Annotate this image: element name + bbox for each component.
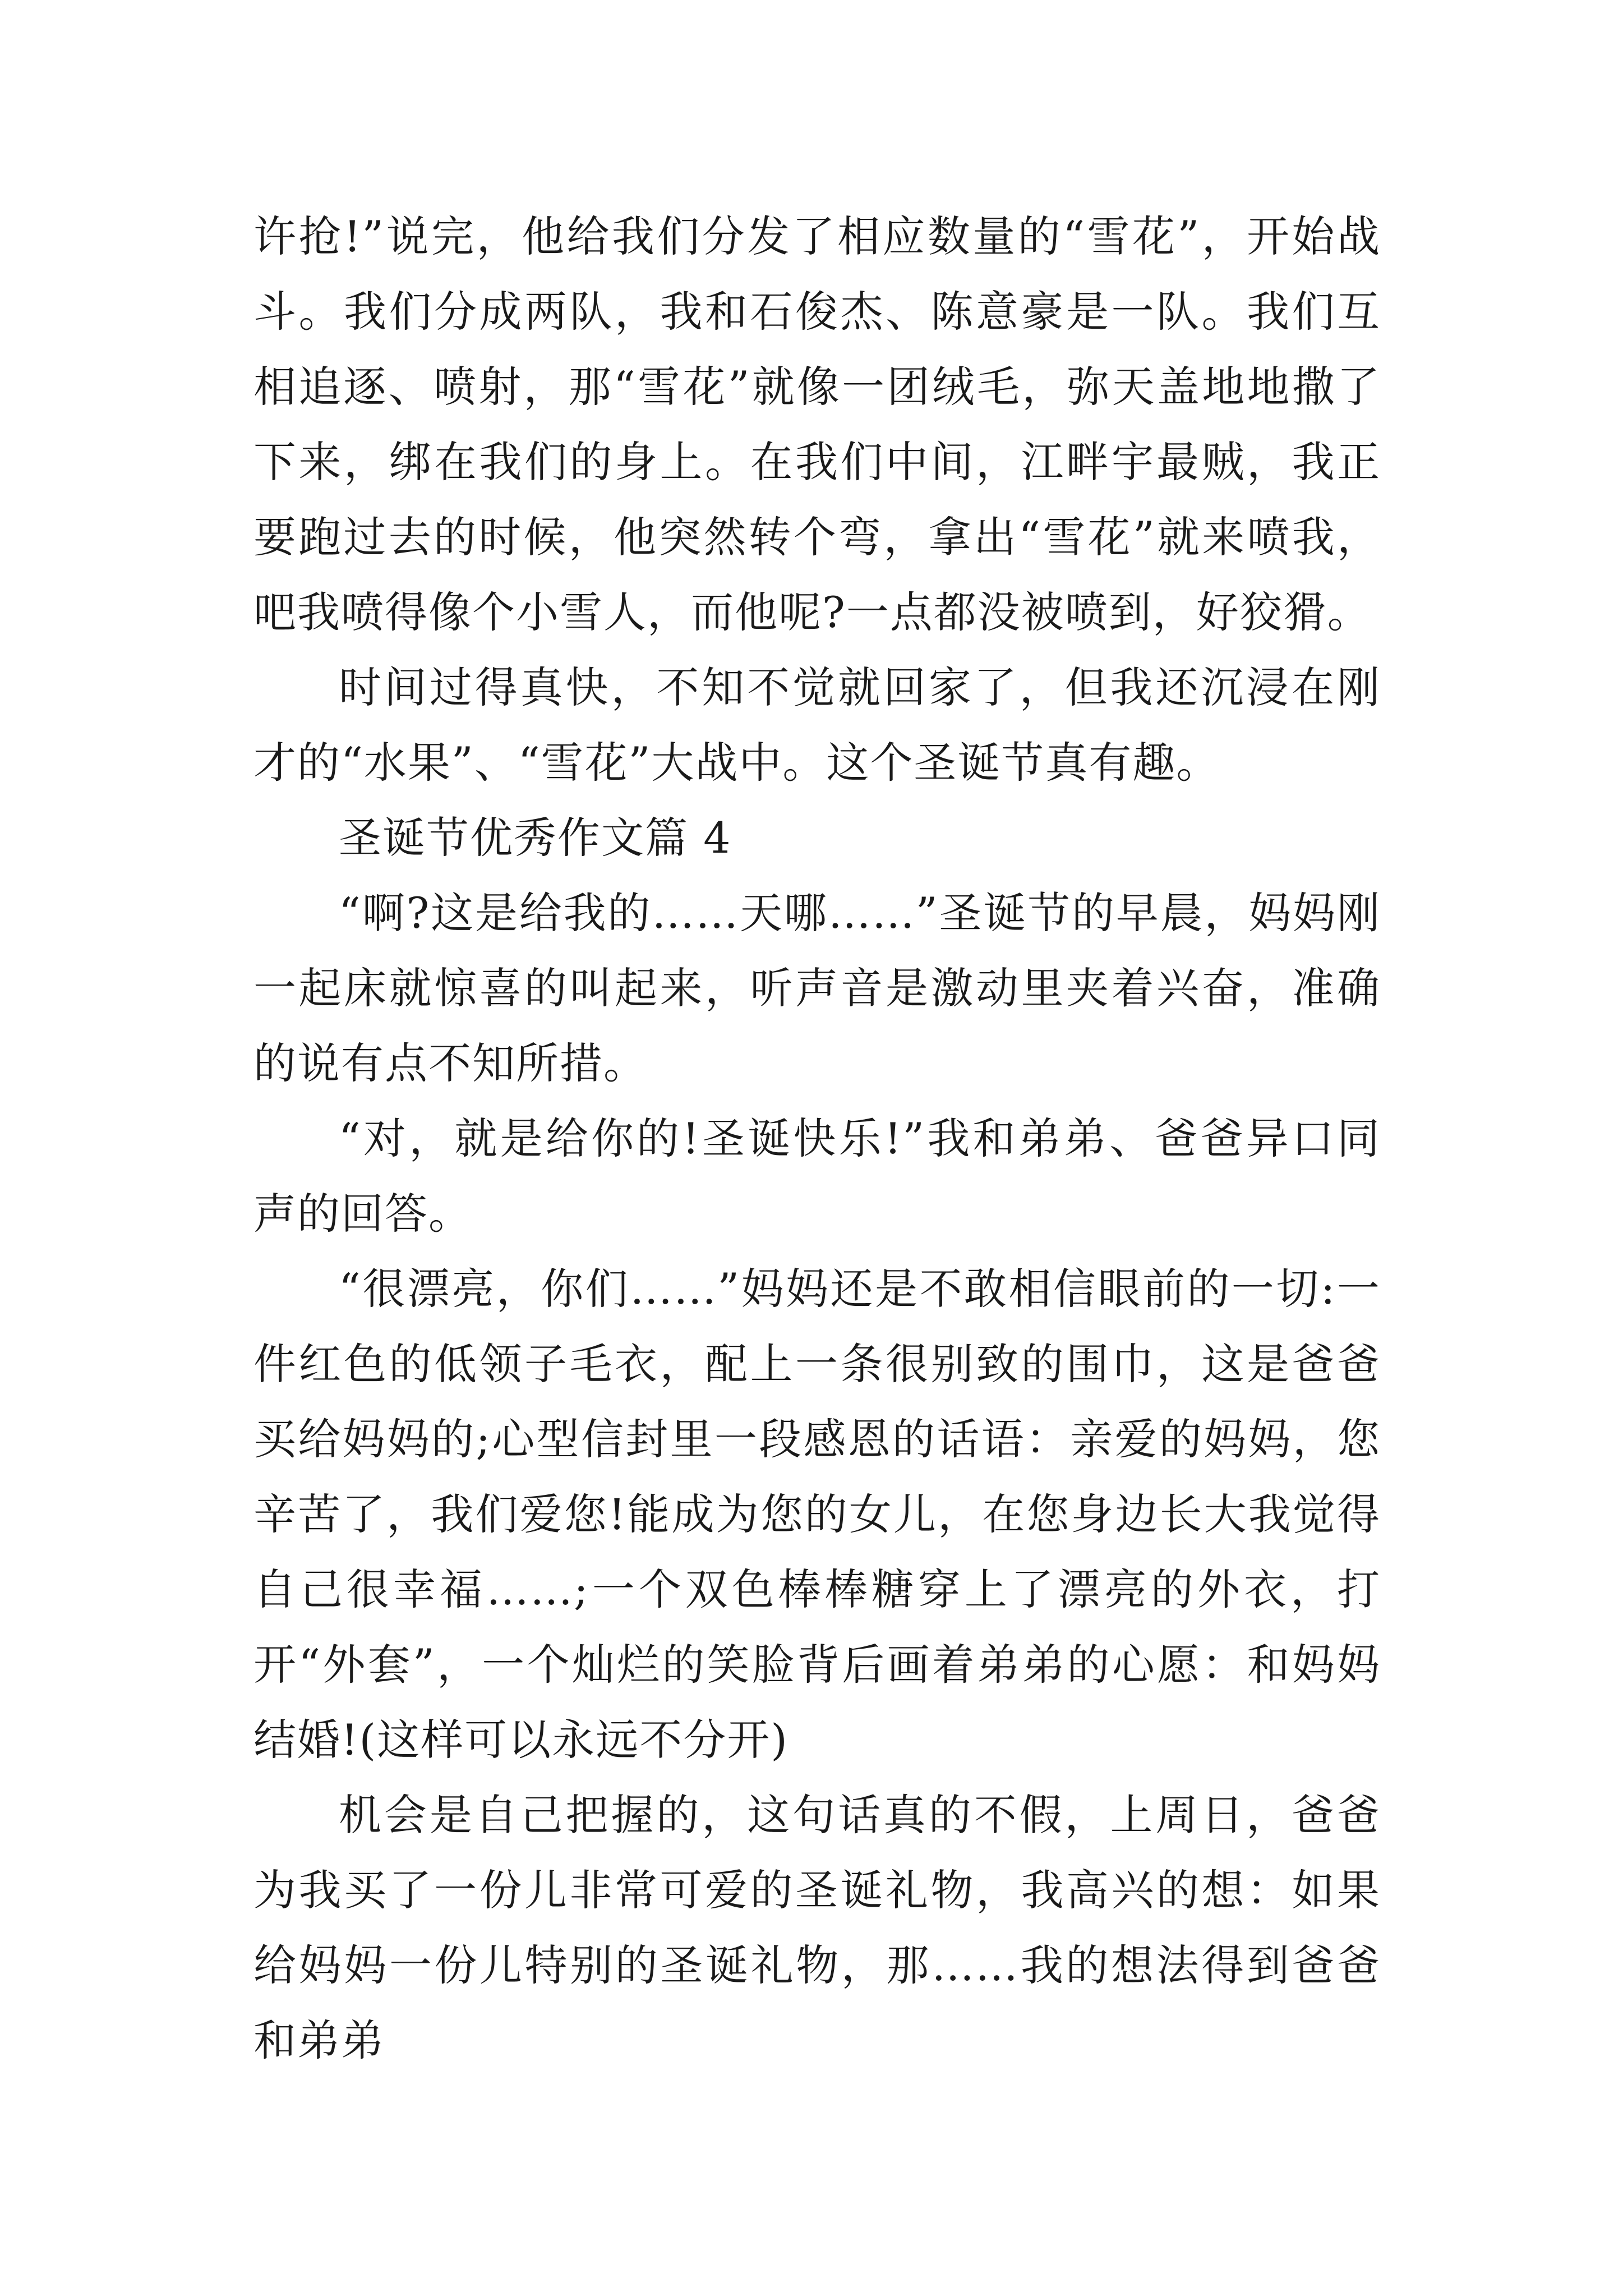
section-heading: 圣诞节优秀作文篇 4 [339,813,732,863]
paragraph-6: 机会是自己把握的，这句话真的不假，上周日，爸爸为我买了一份儿非常可爱的圣诞礼物，我高兴的想：如果给妈妈一份儿特别的圣诞礼物，那……我的想法得到爸爸和弟弟 [253,1790,1381,2065]
paragraph-1: 许抢!”说完，他给我们分发了相应数量的“雪花”，开始战斗。我们分成两队，我和石俊杰、陈意豪是一队。我们互相追逐、喷射，那“雪花”就像一团绒毛，弥天盖地地撒了下来，绑在我们的身上。在我们中间，江畔宇最贼，我正要跑过去的时候，他突然转个弯，拿出“雪花”就来喷我，吧我喷得像个小雪人，而他呢?一点都没被喷到，好狡猾。 [253,211,1381,637]
body-text [253,199,1381,2078]
paragraph-2: 时间过得真快，不知不觉就回家了，但我还沉浸在刚才的“水果”、“雪花”大战中。这个圣诞节真有趣。 [253,662,1381,788]
paragraph-3: “啊?这是给我的……天哪……”圣诞节的早晨，妈妈刚一起床就惊喜的叫起来，听声音是激动里夹着兴奋，准确的说有点不知所措。 [253,888,1381,1088]
paragraph-4: “对，就是给你的!圣诞快乐!”我和弟弟、爸爸异口同声的回答。 [253,1114,1381,1239]
paragraph-5: “很漂亮，你们……”妈妈还是不敢相信眼前的一切:一件红色的低领子毛衣，配上一条很别致的围巾，这是爸爸买给妈妈的;心型信封里一段感恩的话语：亲爱的妈妈，您辛苦了，我们爱您!能成为您的女儿，在您身边长大我觉得自己很幸福……;一个双色棒棒糖穿上了漂亮的外衣，打开“外套”，一个灿烂的笑脸背后画着弟弟的心愿：和妈妈结婚!(这样可以永远不分开) [253,1264,1381,1765]
